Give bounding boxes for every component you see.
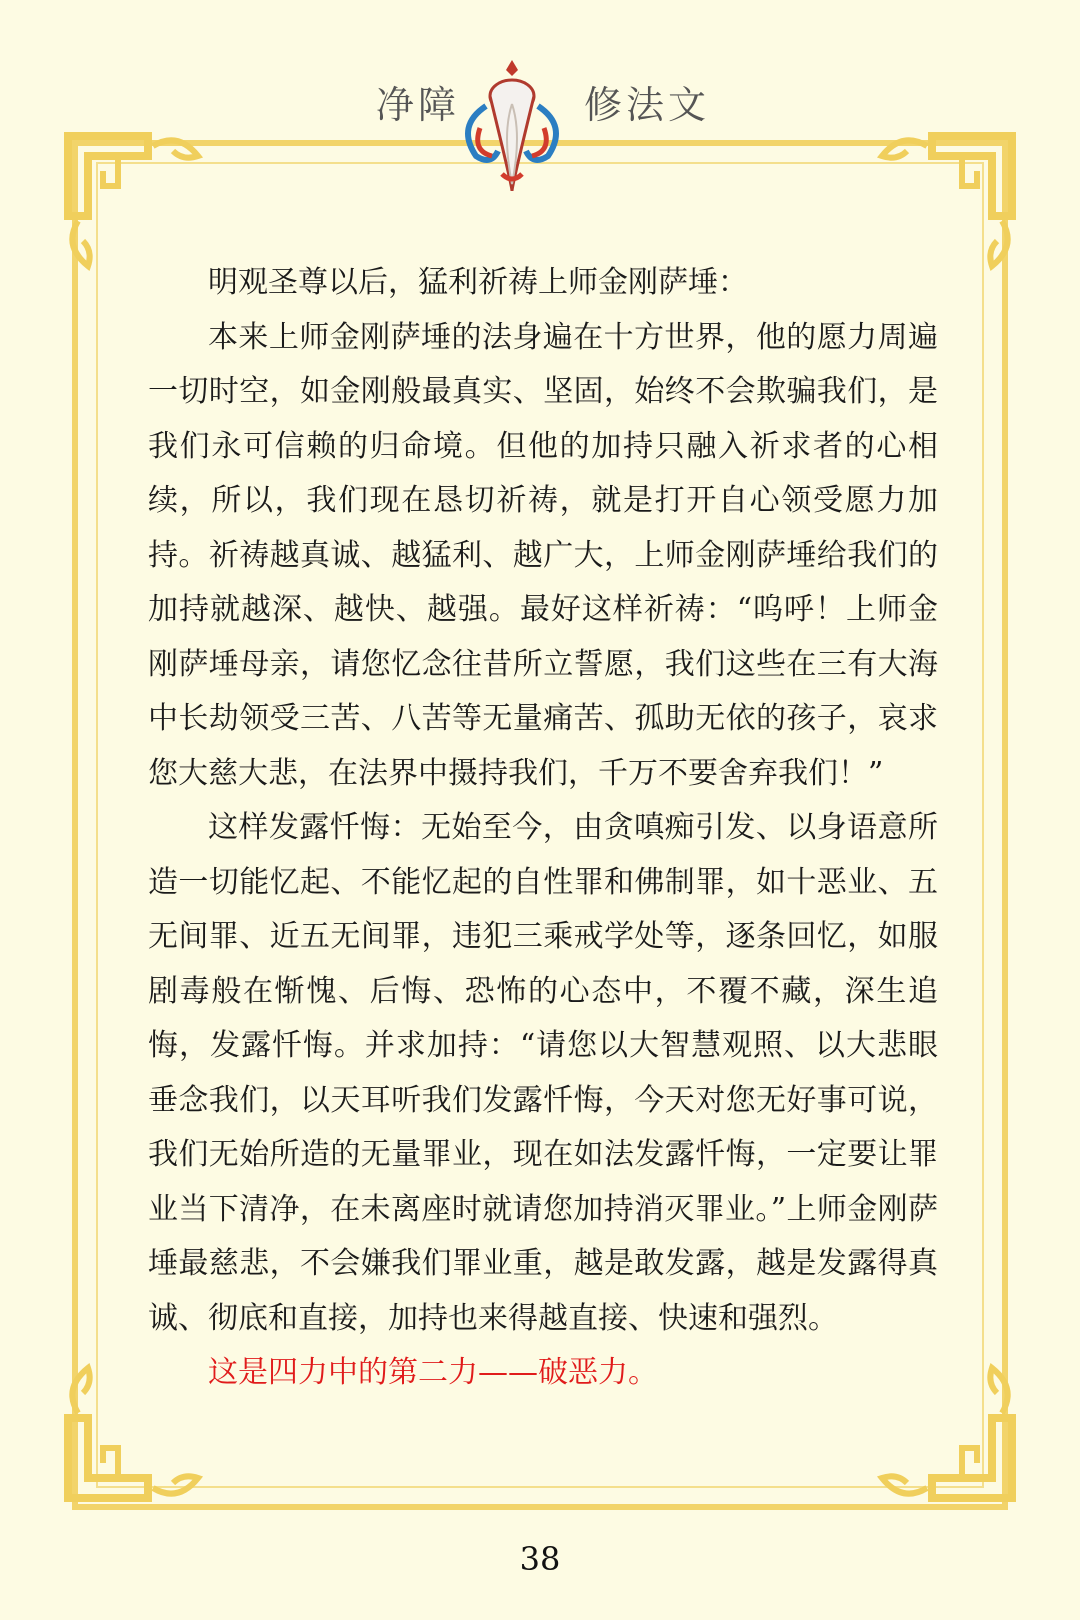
paragraph: 明观圣尊以后，猛利祈祷上师金刚萨埵：	[208, 265, 748, 300]
header-title-right: 修法文	[584, 83, 711, 127]
page-number: 38	[519, 1540, 561, 1578]
header-title-left: 净障	[376, 83, 461, 127]
conch-shell-icon	[452, 56, 572, 196]
highlight-note: 这是四力中的第二力——破恶力。	[208, 1355, 658, 1390]
paragraph: 本来上师金刚萨埵的法身遍在十方世界，他的愿力周遍一切时空，如金刚般最真实、坚固，始终不会欺骗我们，是我们永可信赖的归命境。但他的加持只融入祈求者的心相续，所以，我们现在恳切祈祷，就是打开自心领受愿力加持。祈祷越真诚、越猛利、越广大，上师金刚萨埵给我们的加持就越深、越快、越强。最好这样祈祷：“呜呼！上师金刚萨埵母亲，请您忆念往昔所立誓愿，我们这些在三有大海中长劫领受三苦、八苦等无量痛苦、孤助无依的孩子，哀求您大慈大悲，在法界中摄持我们，千万不要舍弃我们！”	[148, 319, 938, 791]
paragraph: 这样发露忏悔：无始至今，由贪嗔痴引发、以身语意所造一切能忆起、不能忆起的自性罪和佛制罪，如十恶业、五无间罪、近五无间罪，违犯三乘戒学处等，逐条回忆，如服剧毒般在惭愧、后悔、恐怖的心态中，不覆不藏，深生追悔，发露忏悔。并求加持：“请您以大智慧观照、以大悲眼垂念我们，以天耳听我们发露忏悔，今天对您无好事可说，我们无始所造的无量罪业，现在如法发露忏悔，一定要让罪业当下清净，在未离座时就请您加持消灭罪业。”上师金刚萨埵最慈悲，不会嫌我们罪业重，越是敢发露，越是发露得真诚、彻底和直接，加持也来得越直接、快速和强烈。	[148, 810, 938, 1336]
body-text	[148, 256, 938, 1401]
corner-ornament-icon	[58, 126, 208, 276]
corner-ornament-icon	[872, 126, 1022, 276]
